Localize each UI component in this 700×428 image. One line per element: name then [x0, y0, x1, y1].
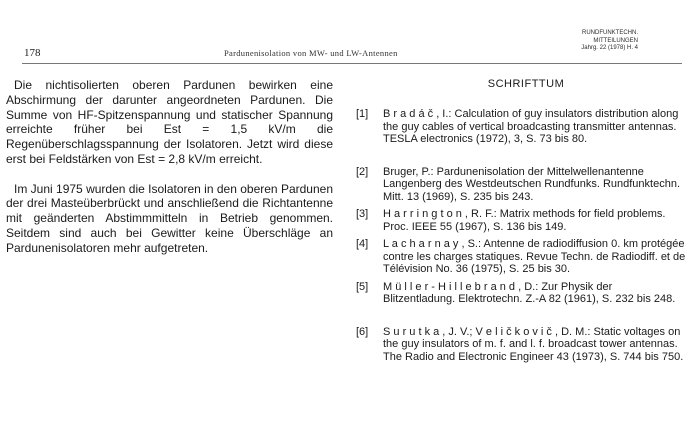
- reference-author: H a r r i n g t o n , R. F.:: [383, 208, 497, 220]
- reference-text: Calculation of guy insulators distribution along the guy cables of vertical broadcasting transmitter antennas. TESLA electronics (1972), 3, S. 73 bis 80.: [383, 108, 679, 145]
- reference-author: L a c h a r n a y , S.:: [383, 238, 482, 250]
- references-title: SCHRIFTTUM: [487, 78, 565, 90]
- reference-text: Matrix methods for field problems. Proc. IEEE 55 (1967), S. 136 bis 149.: [383, 208, 666, 233]
- reference-number: [1]: [356, 108, 369, 120]
- reference-number: [4]: [356, 238, 369, 250]
- reference-item: [356, 166, 686, 204]
- reference-number: [6]: [356, 325, 369, 338]
- reference-text: Antenne de radiodiffusion 0. km protégée contre les charges statiques. Revue Techn. de Radiodiff. et de Télévision No. 36 (1975), S. 25 bis 30.: [383, 238, 686, 275]
- reference-text: Pardunenisolation der Mittelwellenantenne Langenberg des Westdeutschen Rundfunks. Rundfunktechn. Mitt. 13 (1969), S. 235 bis 243.: [383, 165, 680, 203]
- reference-item: [356, 208, 686, 233]
- reference-text: Static voltages on the guy insulators of m. f. and l. f. broadcast tower antennas. The Radio and Electronic Engineer 43 (1973), S. 744 bis 750.: [383, 325, 684, 363]
- reference-number: [5]: [356, 280, 369, 293]
- reference-item: [356, 238, 686, 276]
- reference-item: [356, 281, 686, 306]
- reference-author: M ü l l e r - H i l l e b r a n d , D.:: [383, 280, 539, 293]
- reference-author: Bruger, P.:: [383, 165, 434, 178]
- reference-text: Zur Physik der Blitzentladung. Elektrotechn. Z.-A 82 (1961), S. 232 bis 248.: [383, 280, 676, 305]
- page-number: 178: [24, 47, 41, 59]
- body-paragraph: Im Juni 1975 wurden die Isolatoren in den oberen Pardunen der drei Masteüberbrückt und anschließend die Richtantenne mit geänderten Abstimmmitteln in Betrieb genommen. Seitdem sind auch bei Gewitter keine Überschläge an Pardunenisolatoren mehr aufgetreten.: [6, 181, 333, 255]
- journal-label: [560, 30, 638, 53]
- journal-line: RUNDFUNKTECHN.: [582, 30, 638, 36]
- reference-author: S u r u t k a , J. V.; V e l i č k o v i č , D. M.:: [383, 325, 591, 338]
- body-column: [6, 78, 333, 256]
- reference-item: [356, 326, 686, 364]
- running-title: Pardunenisolation von MW- und LW-Antennen: [224, 48, 398, 58]
- reference-item: [356, 108, 686, 146]
- body-paragraph: Die nichtisolierten oberen Pardunen bewirken eine Abschirmung der darunter angeordneten Pardunen. Die Summe von HF-Spitzenspannung und statischer Spannung erreichte früher bei Est = 1,5 kV/m die Regenüberschlagsspannung der Isolatoren. Jetzt wird diese erst bei Feldstärken von Est = 2,8 kV/m erreicht.: [6, 78, 333, 166]
- reference-number: [2]: [356, 165, 369, 178]
- reference-author: B r a d á č , I.:: [383, 108, 452, 120]
- journal-line: Jahrg. 22 (1978) H. 4: [581, 45, 638, 52]
- header-rule: [22, 63, 682, 64]
- references-column: [356, 78, 686, 363]
- reference-number: [3]: [356, 208, 369, 220]
- journal-line: MITTEILUNGEN: [593, 37, 638, 44]
